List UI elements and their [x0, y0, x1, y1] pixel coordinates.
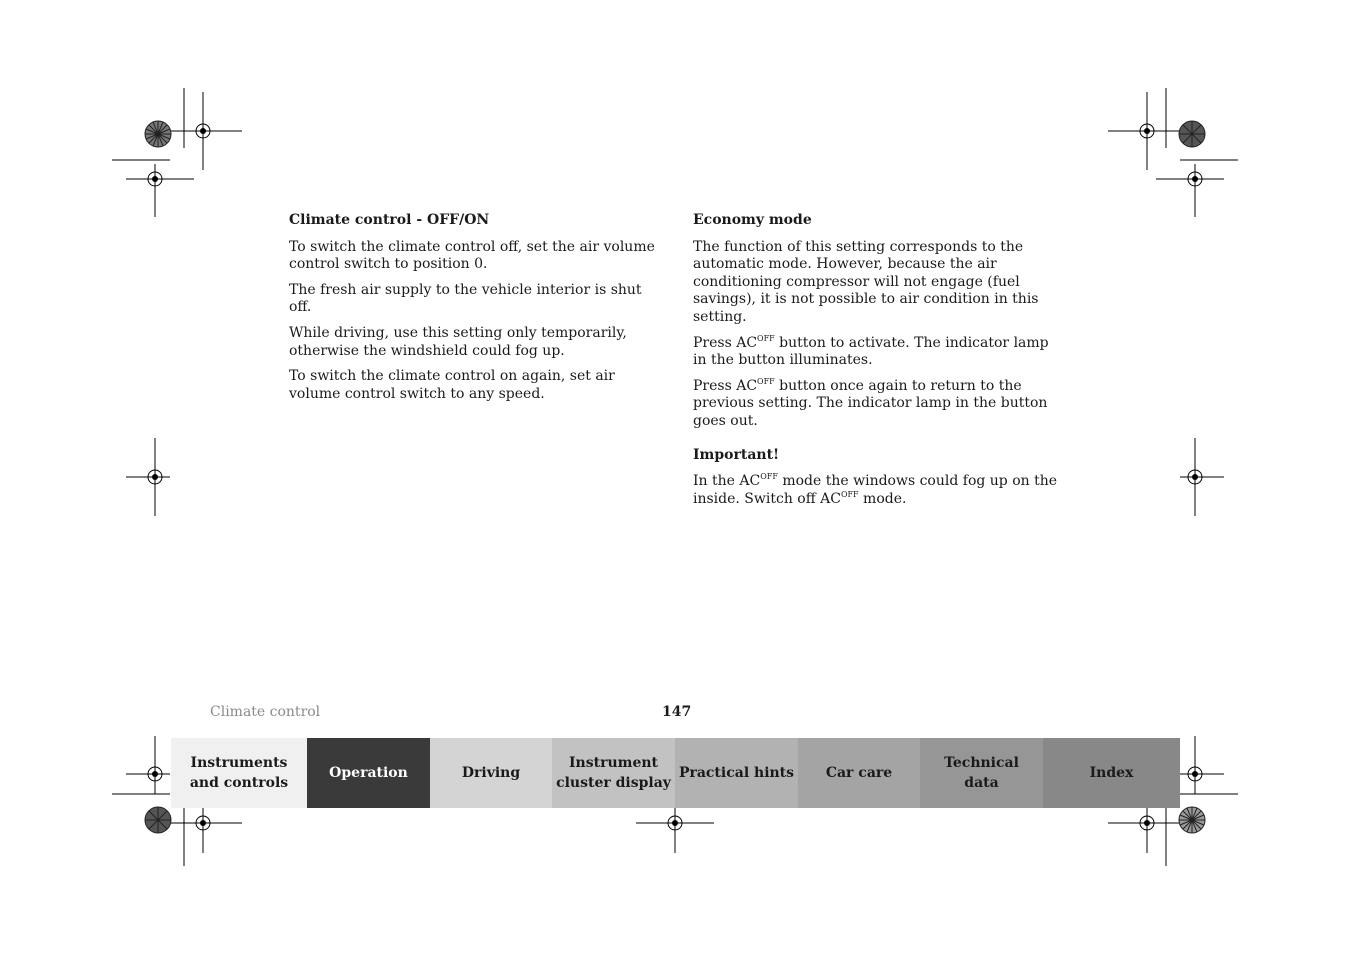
section-heading-economy-mode: Economy mode	[693, 212, 812, 228]
tab-driving[interactable]: Driving	[430, 738, 552, 808]
tab-car-care[interactable]: Car care	[798, 738, 920, 808]
paragraph: To switch the climate control off, set the air volume control switch to position 0.	[289, 238, 655, 273]
paragraph: The fresh air supply to the vehicle interior is shut off.	[289, 281, 642, 316]
tab-index[interactable]: Index	[1043, 738, 1180, 808]
tab-operation[interactable]: Operation	[307, 738, 430, 808]
tab-instrument-cluster-display[interactable]: Instrument cluster display	[552, 738, 675, 808]
page-number: 147	[662, 704, 692, 720]
section-heading-climate-off-on: Climate control - OFF/ON	[289, 212, 490, 228]
right-column	[693, 212, 1065, 516]
tab-practical-hints[interactable]: Practical hints	[675, 738, 798, 808]
paragraph: While driving, use this setting only temporarily, otherwise the windshield could fog up.	[289, 324, 627, 359]
paragraph-important: In the $AC^{OFF}$ mode the windows could fog up on the inside. Switch off $AC^{OFF}$ mode.	[693, 472, 1058, 507]
paragraph-activate: Press $AC^{OFF}$ button to activate. The indicator lamp in the button illuminates.	[693, 333, 1049, 369]
paragraph: The function of this setting corresponds to the automatic mode. However, because the air conditioning compressor will not engage (fuel savings), it is not possible to air condition in this setting.	[693, 238, 1039, 325]
paragraph: To switch the climate control on again, set air volume control switch to any speed.	[289, 368, 615, 402]
paragraph-deactivate: Press $AC^{OFF}$ button once again to return to the previous setting. The indicator lamp in the button goes out.	[693, 376, 1048, 429]
tab-instruments-and-controls[interactable]: Instruments and controls	[171, 738, 307, 808]
tab-technical-data[interactable]: Technical data	[920, 738, 1043, 808]
important-heading: Important!	[693, 446, 780, 463]
running-footer-section: Climate control	[210, 704, 321, 720]
left-column	[289, 212, 661, 411]
chapter-tabs	[171, 738, 1180, 808]
